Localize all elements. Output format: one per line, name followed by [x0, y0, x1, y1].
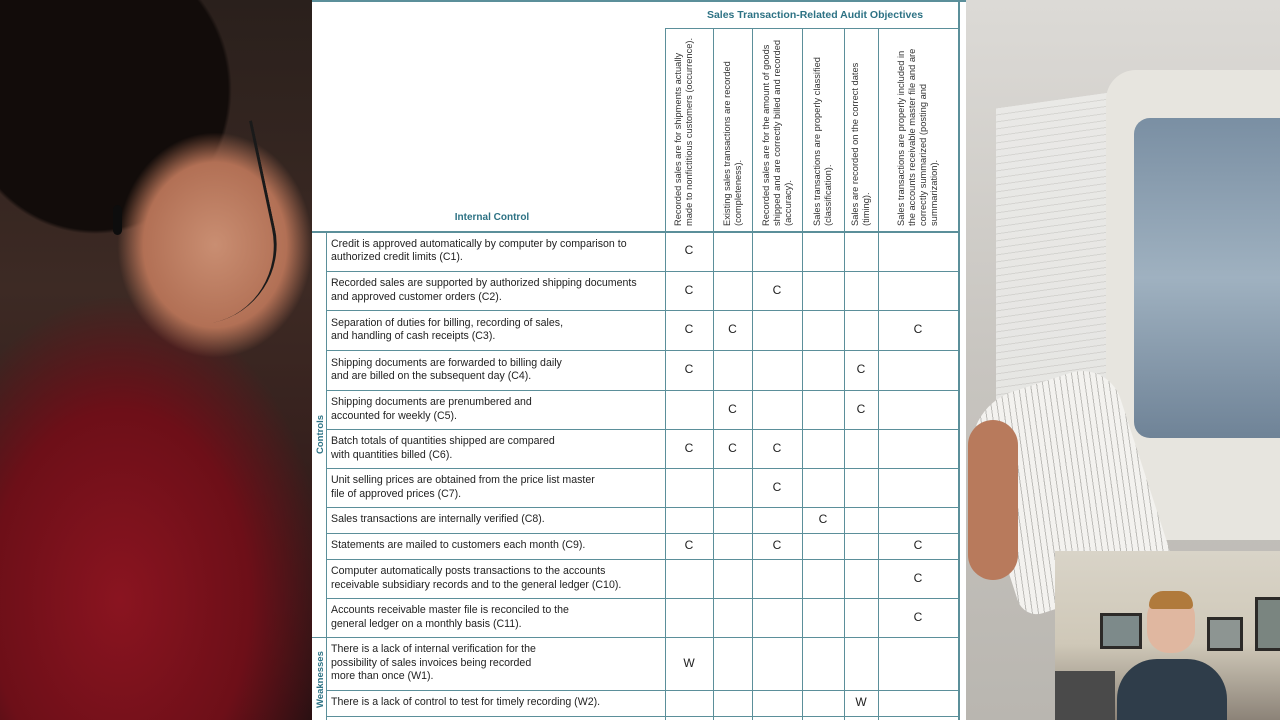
row-divider — [326, 507, 958, 508]
weaknesses-section-label: Weaknesses — [315, 651, 326, 708]
row-divider — [326, 533, 958, 534]
control-description-line: Shipping documents are prenumbered and — [331, 396, 532, 408]
control-description — [331, 513, 545, 527]
objective-mark: C — [728, 401, 737, 416]
objective-mark: C — [684, 282, 694, 297]
objective-mark: C — [913, 322, 923, 336]
objective-mark: C — [856, 401, 866, 416]
controls-section-label: Controls — [315, 414, 326, 454]
control-description-line: receivable subsidiary records and to the general ledger (C10). — [331, 578, 622, 591]
objective-header: Recorded sales are for shipments actually made to nonfictitious customers (occurrence). — [672, 37, 694, 226]
objective-mark: C — [684, 538, 694, 552]
wall-picture-frame — [1255, 597, 1280, 651]
row-divider — [326, 468, 958, 469]
control-description-line: with quantities billed (C6). — [331, 448, 453, 461]
objective-mark: C — [684, 322, 694, 336]
control-description-line: Shipping documents are forwarded to billing daily — [331, 356, 562, 369]
control-description-line: and approved customer orders (C2). — [331, 290, 502, 303]
objective-mark: C — [913, 609, 923, 624]
control-description-line: and handling of cash receipts (C3). — [331, 330, 496, 342]
objective-header: Existing sales transactions are recorded (completeness). — [721, 61, 743, 226]
objective-header: Sales transactions are properly classified (classification). — [812, 57, 833, 226]
wall-picture-frame — [1207, 617, 1243, 651]
objective-mark: C — [913, 538, 923, 552]
objective-mark: C — [772, 479, 782, 494]
control-description — [331, 565, 621, 592]
internal-control-header: Internal Control — [454, 212, 530, 223]
control-description — [331, 643, 536, 684]
control-description — [331, 396, 532, 423]
control-description-line: authorized credit limits (C1). — [331, 251, 463, 263]
presenter-webcam — [1055, 551, 1280, 720]
control-description-line: Sales transactions are internally verified (C8). — [331, 513, 545, 526]
control-description-line: more than once (W1). — [331, 670, 434, 683]
objective-mark: C — [856, 362, 866, 376]
control-description — [331, 317, 563, 344]
control-description — [331, 435, 555, 462]
objective-mark: C — [684, 362, 694, 376]
objective-mark: C — [772, 440, 782, 455]
wall-picture-frame — [1100, 613, 1142, 649]
objective-mark: W — [683, 655, 695, 670]
row-divider — [326, 310, 958, 311]
control-description — [331, 277, 637, 304]
control-description-line: possibility of sales invoices being recorded — [331, 656, 532, 669]
earring — [113, 205, 122, 235]
presenter-hair — [1149, 591, 1193, 609]
control-description — [331, 604, 569, 631]
column-divider — [878, 28, 879, 720]
objective-mark: C — [728, 440, 737, 455]
objective-header: Recorded sales are for the amount of goods shipped and are correctly billed and recorded (accuracy). — [760, 39, 793, 226]
audit-objectives-table — [312, 0, 966, 720]
table-right-border — [958, 0, 960, 720]
column-divider — [665, 28, 666, 720]
row-divider — [326, 690, 958, 691]
row-divider — [326, 559, 958, 560]
row-divider — [312, 637, 958, 638]
control-description — [331, 474, 595, 501]
control-description-line: and are billed on the subsequent day (C4). — [331, 370, 532, 382]
row-divider — [312, 231, 958, 233]
control-description-line: Recorded sales are supported by authorized shipping documents — [331, 277, 637, 289]
control-description-line: Batch totals of quantities shipped are compared — [331, 435, 555, 447]
column-divider — [802, 28, 803, 720]
control-description-line: Separation of duties for billing, recording of sales, — [331, 316, 564, 329]
control-description-line: Statements are mailed to customers each month (C9). — [331, 539, 586, 552]
control-description-line: There is a lack of internal verification for the — [331, 643, 536, 656]
control-description-line: file of approved prices (C7). — [331, 487, 462, 500]
control-description — [331, 539, 585, 553]
control-description — [331, 696, 600, 710]
objective-mark: C — [684, 440, 694, 455]
objective-mark: C — [772, 538, 782, 552]
control-description — [331, 238, 627, 265]
objective-mark: W — [855, 695, 867, 709]
header-divider — [665, 28, 958, 29]
control-description-line: Computer automatically posts transactions to the accounts — [331, 565, 606, 577]
column-divider — [844, 28, 845, 720]
photo-woman-with-headset — [0, 0, 312, 720]
control-description-line: There is a lack of control to test for timely recording (W2). — [331, 696, 601, 709]
row-divider — [326, 390, 958, 391]
column-divider — [713, 28, 714, 720]
control-description-line: Credit is approved automatically by computer by comparison to — [331, 237, 627, 250]
monitor-screen — [1134, 118, 1280, 438]
row-divider — [326, 598, 958, 599]
control-description-line: general ledger on a monthly basis (C11). — [331, 617, 522, 630]
control-description-line: accounted for weekly (C5). — [331, 409, 458, 422]
row-divider — [326, 429, 958, 430]
row-divider — [326, 271, 958, 272]
objective-mark: C — [684, 243, 694, 257]
headset-icon — [141, 120, 291, 329]
control-description-line: Unit selling prices are obtained from the price list master — [331, 474, 595, 486]
column-divider — [752, 28, 753, 720]
objective-header: Sales transactions are properly included in the accounts receivable master file and are correctly summarized (posting and summarization). — [896, 48, 939, 226]
desk — [1055, 671, 1115, 720]
table-header-title: Sales Transaction-Related Audit Objectives — [706, 9, 924, 21]
objective-mark: C — [913, 570, 923, 585]
presenter-shirt — [1117, 659, 1227, 720]
objective-header: Sales are recorded on the correct dates (timing). — [850, 62, 871, 226]
table-top-border — [312, 0, 966, 2]
control-description — [331, 357, 562, 384]
row-divider — [326, 350, 958, 351]
hand — [968, 420, 1018, 580]
section-divider — [326, 231, 327, 720]
objective-mark: C — [772, 282, 782, 297]
objective-mark: C — [728, 322, 737, 336]
objective-mark: C — [818, 512, 828, 526]
control-description-line: Accounts receivable master file is reconciled to the — [331, 604, 569, 616]
row-divider — [326, 716, 958, 717]
